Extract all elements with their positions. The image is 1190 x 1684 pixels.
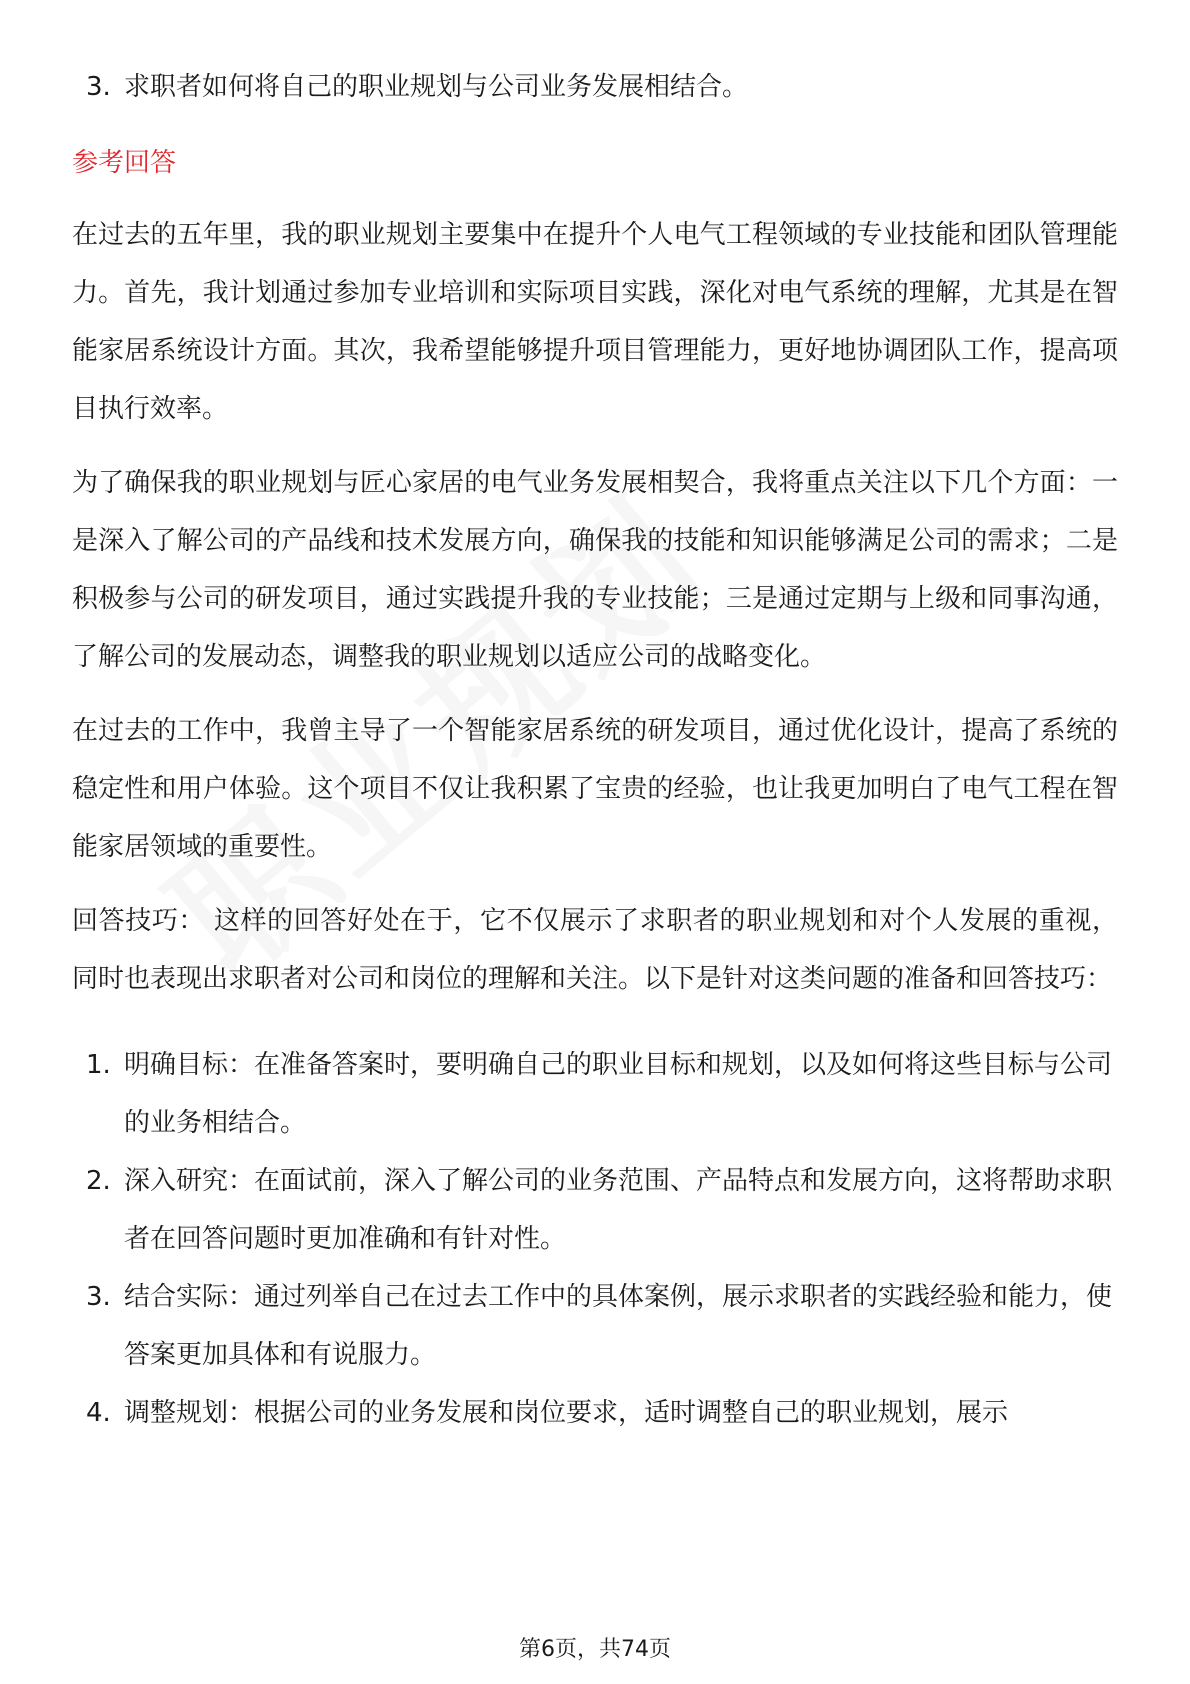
list-text: 调整规划：根据公司的业务发展和岗位要求，适时调整自己的职业规划，展示 bbox=[124, 1398, 1009, 1428]
list-number: 3. bbox=[86, 72, 111, 102]
list-item bbox=[72, 1384, 1118, 1442]
list-number: 3. bbox=[86, 1282, 111, 1312]
list-item bbox=[72, 1152, 1118, 1268]
list-item bbox=[72, 1036, 1118, 1152]
list-number: 4. bbox=[86, 1398, 111, 1428]
paragraph-3: 在过去的工作中，我曾主导了一个智能家居系统的研发项目，通过优化设计，提高了系统的稳定性和用户体验。这个项目不仅让我积累了宝贵的经验，也让我更加明白了电气工程在智能家居领域的重要性。 bbox=[72, 716, 1118, 862]
list-text: 深入研究：在面试前，深入了解公司的业务范围、产品特点和发展方向，这将帮助求职者在回答问题时更加准确和有针对性。 bbox=[124, 1166, 1113, 1254]
section-heading: 参考回答 bbox=[72, 148, 177, 178]
list-text: 结合实际：通过列举自己在过去工作中的具体案例，展示求职者的实践经验和能力，使答案更加具体和有说服力。 bbox=[124, 1282, 1113, 1370]
list-number: 1. bbox=[86, 1050, 111, 1080]
page-footer: 第6页，共74页 bbox=[519, 1637, 671, 1662]
page-content bbox=[72, 58, 1118, 1442]
list-item bbox=[72, 1268, 1118, 1384]
tips-list bbox=[72, 1036, 1118, 1442]
paragraph-2: 为了确保我的职业规划与匠心家居的电气业务发展相契合，我将重点关注以下几个方面：一是深入了解公司的产品线和技术发展方向，确保我的技能和知识能够满足公司的需求；二是积极参与公司的研发项目，通过实践提升我的专业技能；三是通过定期与上级和同事沟通，了解公司的发展动态，调整我的职业规划以适应公司的战略变化。 bbox=[72, 468, 1118, 672]
paragraph-tips-intro: 回答技巧： 这样的回答好处在于，它不仅展示了求职者的职业规划和对个人发展的重视，同时也表现出求职者对公司和岗位的理解和关注。以下是针对这类问题的准备和回答技巧： bbox=[72, 906, 1118, 994]
list-item-top bbox=[72, 58, 1118, 116]
list-number: 2. bbox=[86, 1166, 111, 1196]
paragraph-1: 在过去的五年里，我的职业规划主要集中在提升个人电气工程领域的专业技能和团队管理能力。首先，我计划通过参加专业培训和实际项目实践，深化对电气系统的理解，尤其是在智能家居系统设计方面。其次，我希望能够提升项目管理能力，更好地协调团队工作，提高项目执行效率。 bbox=[72, 220, 1118, 424]
list-text: 明确目标：在准备答案时，要明确自己的职业目标和规划，以及如何将这些目标与公司的业务相结合。 bbox=[124, 1050, 1113, 1138]
list-text: 求职者如何将自己的职业规划与公司业务发展相结合。 bbox=[124, 72, 749, 102]
